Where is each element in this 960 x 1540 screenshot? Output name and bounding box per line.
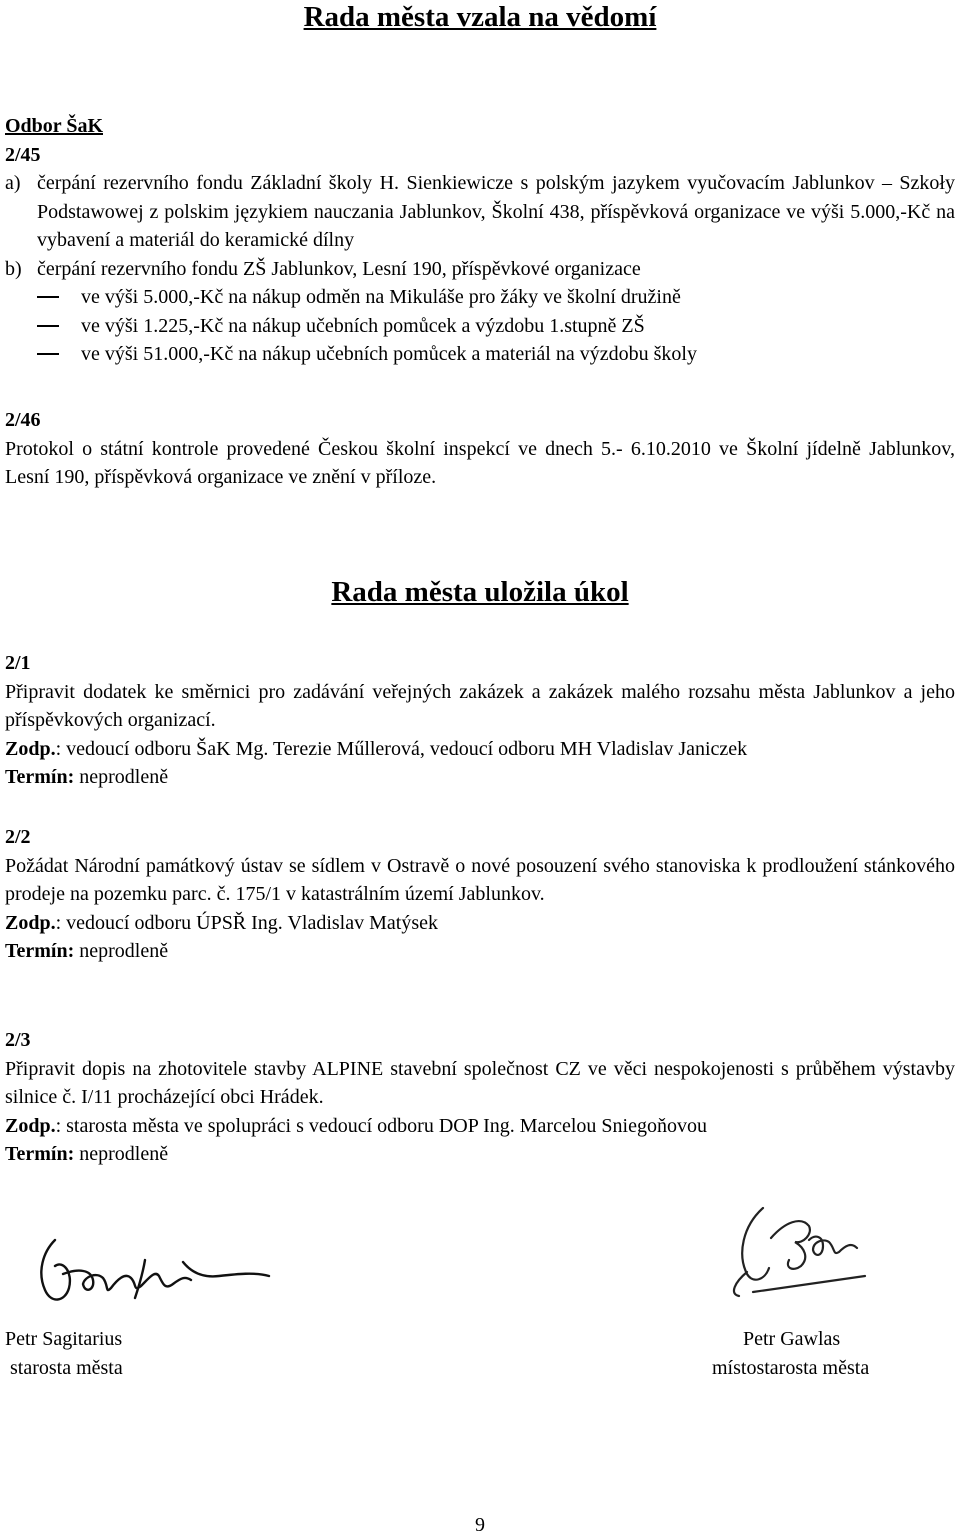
task-deadline xyxy=(5,763,955,792)
termin-label: Termín: xyxy=(5,1143,75,1165)
task-2-2 xyxy=(5,823,955,966)
zodp-text: : starosta města ve spolupráci s vedoucí odboru DOP Ing. Marcelou Sniegoňovou xyxy=(55,1114,707,1137)
task-2-1 xyxy=(5,649,955,792)
zodp-label: Zodp. xyxy=(5,1114,56,1137)
signature-left xyxy=(33,1232,273,1314)
dash-item xyxy=(37,312,955,341)
zodp-text: : vedoucí odboru ŠaK Mg. Terezie Műllerová, vedoucí odboru MH Vladislav Janiczek xyxy=(55,737,748,760)
zodp-text: : vedoucí odboru ÚPSŘ Ing. Vladislav Matýsek xyxy=(55,911,438,934)
termin-text: neprodleně xyxy=(74,766,169,788)
task-number: 2/3 xyxy=(5,1029,31,1051)
signature-right xyxy=(673,1196,923,1326)
task-number: 2/2 xyxy=(5,826,31,848)
item-number: 2/45 xyxy=(5,143,41,166)
dash-item xyxy=(37,340,955,369)
task-text: Požádat Národní památkový ústav se sídlem v Ostravě o nové posouzení svého stanoviska k prodloužení stánkového prodeje na pozemku parc. č. 175/1 v katastrálním území Jablunkov. xyxy=(5,854,955,905)
dash-item-text: ve výši 1.225,-Kč na nákup učebních pomůcek a výzdobu 1.stupně ZŠ xyxy=(81,314,645,337)
task-text: Připravit dopis na zhotovitele stavby ALPINE stavební společnost CZ ve věci nespokojenosti s průběhem výstavby silnice č. I/11 procházející obci Hrádek. xyxy=(5,1057,955,1108)
termin-text: neprodleně xyxy=(74,1143,169,1165)
item-246-text: Protokol o státní kontrole provedené Českou školní inspekcí ve dnech 5.- 6.10.2010 ve Školní jídelně Jablunkov, Lesní 190, příspěvková organizace ve znění v příloze. xyxy=(5,437,955,488)
task-responsible xyxy=(5,1112,955,1141)
item-b xyxy=(5,255,955,284)
dash-item-text: ve výši 51.000,-Kč na nákup učebních pomůcek a materiál na výzdobu školy xyxy=(81,343,697,365)
task-deadline xyxy=(5,1140,955,1169)
task-deadline xyxy=(5,937,955,966)
signatory-right-name: Petr Gawlas xyxy=(743,1328,841,1350)
zodp-label: Zodp. xyxy=(5,737,56,760)
dash-item xyxy=(37,283,955,312)
item-b-label: b) xyxy=(5,257,22,280)
item-246 xyxy=(5,406,955,492)
dash-icon xyxy=(37,296,59,298)
task-text: Připravit dodatek ke směrnici pro zadávání veřejných zakázek a zakázek malého rozsahu města Jablunkov a jeho příspěvkových organizací. xyxy=(5,680,955,731)
item-a-text: čerpání rezervního fondu Základní školy H. Sienkiewicze s polským jazykem vyučovacím Jablunkov – Szkoły Podstawowej z polskim językiem nauczania Jablunkov, Školní 438, příspěvková organizace ve výši 5.000,-Kč na vybavení a materiál do keramické dílny xyxy=(37,172,955,251)
termin-label: Termín: xyxy=(5,940,75,962)
dash-icon xyxy=(37,325,59,327)
section-noted xyxy=(5,112,955,369)
heading-tasks: Rada města uložila úkol xyxy=(331,576,629,608)
item-a xyxy=(5,169,955,255)
item-a-label: a) xyxy=(5,172,21,194)
item-number: 2/46 xyxy=(5,409,41,431)
termin-text: neprodleně xyxy=(74,940,169,962)
department-title: Odbor ŠaK xyxy=(5,115,103,137)
task-responsible xyxy=(5,735,955,764)
page-number: 9 xyxy=(475,1514,485,1536)
signatory-left-title: starosta města xyxy=(10,1357,123,1379)
dash-icon xyxy=(37,353,59,355)
task-2-3 xyxy=(5,1026,955,1169)
signatory-right-title: místostarosta města xyxy=(712,1357,870,1379)
termin-label: Termín: xyxy=(5,766,75,788)
task-responsible xyxy=(5,909,955,938)
task-number: 2/1 xyxy=(5,652,31,674)
signatory-left-name: Petr Sagitarius xyxy=(5,1328,123,1350)
item-b-text: čerpání rezervního fondu ZŠ Jablunkov, Lesní 190, příspěvkové organizace xyxy=(37,257,641,280)
heading-noted: Rada města vzala na vědomí xyxy=(303,1,657,33)
zodp-label: Zodp. xyxy=(5,911,56,934)
dash-item-text: ve výši 5.000,-Kč na nákup odměn na Mikuláše pro žáky ve školní družině xyxy=(81,286,681,308)
